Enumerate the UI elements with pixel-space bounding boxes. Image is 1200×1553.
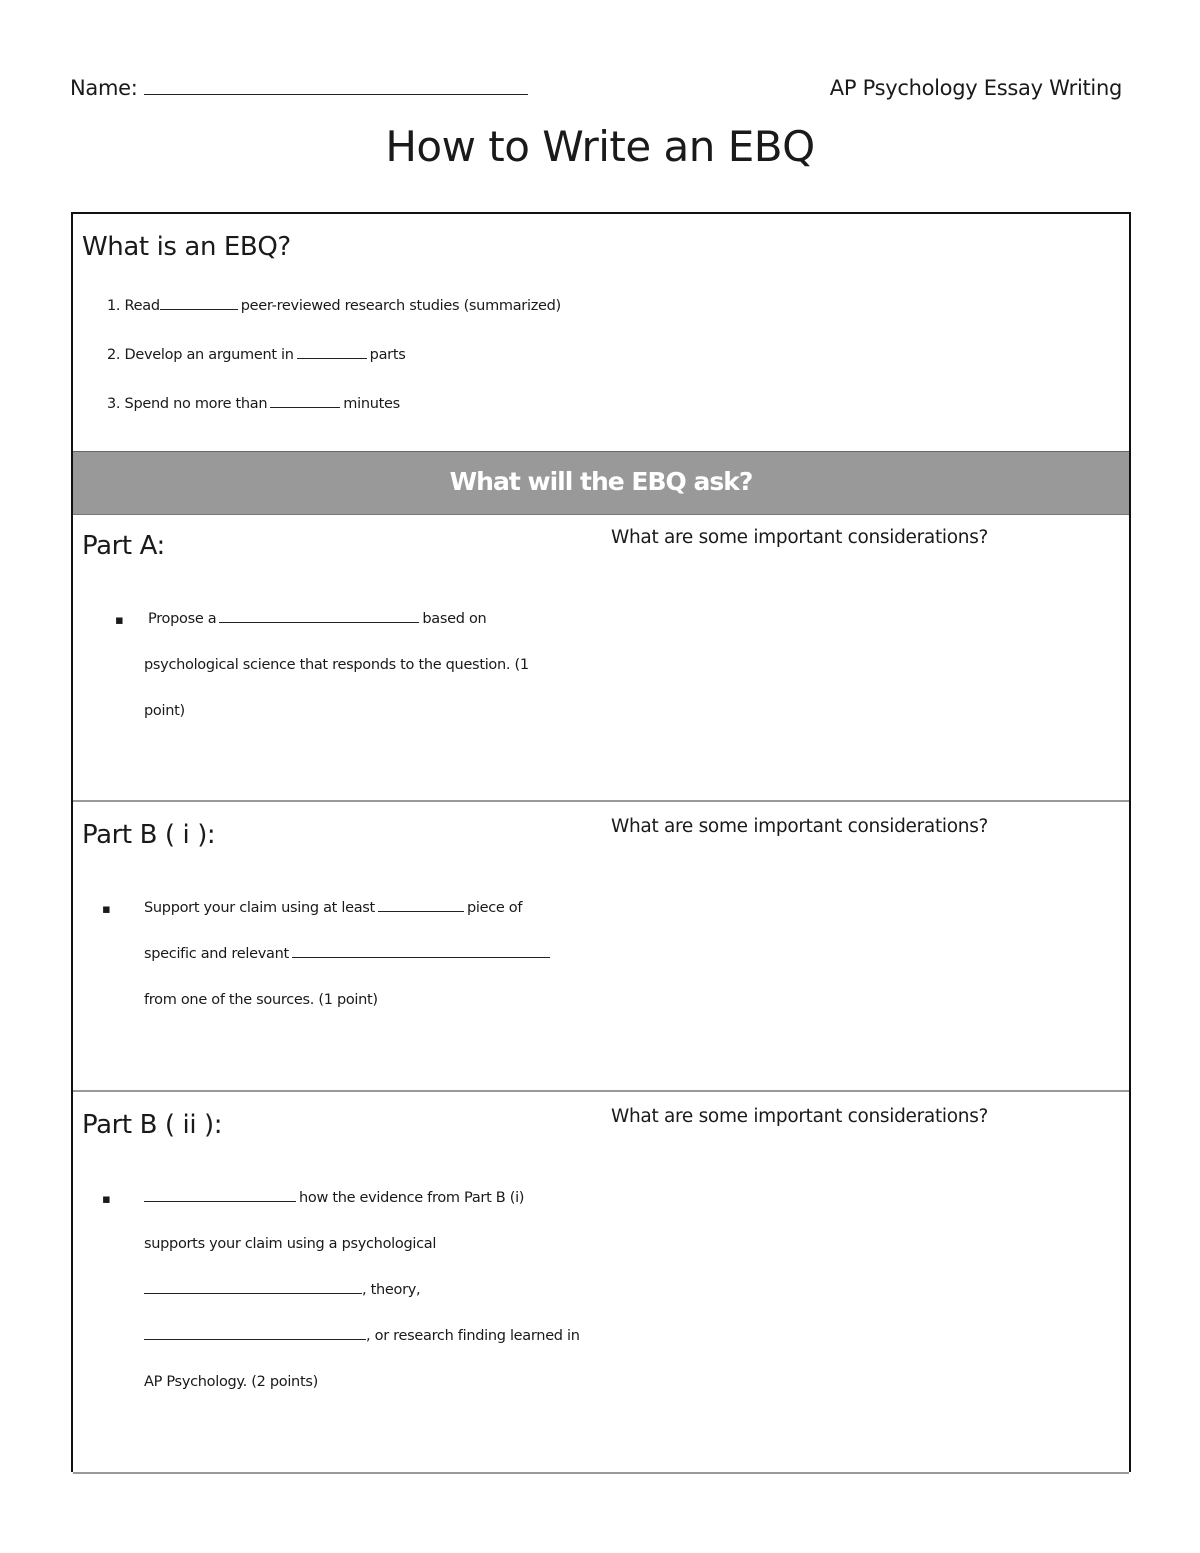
part-bii-line-4 xyxy=(144,1328,580,1344)
intro-item-3-blank[interactable] xyxy=(270,406,340,408)
name-label: Name: xyxy=(70,76,138,100)
banner-text: What will the EBQ ask? xyxy=(449,467,753,496)
bullet-icon: ▪ xyxy=(115,613,124,628)
part-a-line-1-post: based on xyxy=(422,611,487,627)
part-bi-line-1 xyxy=(144,900,522,916)
part-bi-heading: Part B ( i ): xyxy=(82,820,216,850)
intro-item-2 xyxy=(107,347,405,363)
part-bi-line-3: from one of the sources. (1 point) xyxy=(144,992,378,1008)
part-bi-line-2 xyxy=(144,946,550,962)
part-bii-line-5: AP Psychology. (2 points) xyxy=(144,1374,318,1390)
intro-item-3 xyxy=(107,396,400,412)
part-bi-line-1-pre: Support your claim using at least xyxy=(144,900,375,916)
bullet-icon: ▪ xyxy=(102,1192,111,1207)
intro-item-1-blank[interactable] xyxy=(160,308,238,310)
intro-item-3-post: minutes xyxy=(343,396,400,412)
worksheet-frame xyxy=(71,212,1131,1472)
part-bii-heading: Part B ( ii ): xyxy=(82,1110,223,1140)
intro-item-2-blank[interactable] xyxy=(297,357,367,359)
part-bii-concept-blank[interactable] xyxy=(144,1292,362,1294)
part-bii-line-3-post: , theory, xyxy=(362,1282,421,1298)
part-bi-line-1-post: piece of xyxy=(466,900,523,916)
intro-item-3-pre: 3. Spend no more than xyxy=(107,396,268,412)
course-title: AP Psychology Essay Writing xyxy=(829,76,1122,100)
intro-heading: What is an EBQ? xyxy=(82,232,291,262)
intro-section xyxy=(73,214,1129,453)
intro-item-1-pre: 1. Read xyxy=(107,298,160,314)
part-bii-verb-blank[interactable] xyxy=(144,1200,296,1202)
part-a-line-1 xyxy=(148,611,486,627)
part-bii-line-1-post: how the evidence from Part B (i) xyxy=(299,1190,525,1206)
part-bii-line-1 xyxy=(144,1190,524,1206)
part-bi-considerations: What are some important considerations? xyxy=(611,816,989,837)
part-a-section xyxy=(73,513,1129,802)
part-bii-theory-blank[interactable] xyxy=(144,1338,366,1340)
bullet-icon: ▪ xyxy=(102,902,111,917)
name-field-label xyxy=(70,76,528,100)
part-a-line-3: point) xyxy=(144,703,185,719)
part-a-line-1-pre: Propose a xyxy=(148,611,217,627)
intro-item-2-pre: 2. Develop an argument in xyxy=(107,347,294,363)
intro-item-2-post: parts xyxy=(369,347,406,363)
part-bii-section xyxy=(73,1092,1129,1474)
intro-item-1 xyxy=(107,298,561,314)
intro-item-1-post: peer-reviewed research studies (summarized) xyxy=(240,298,561,314)
part-bi-count-blank[interactable] xyxy=(378,910,464,912)
part-bi-section xyxy=(73,802,1129,1092)
part-bii-line-3 xyxy=(144,1282,420,1298)
section-banner xyxy=(73,451,1129,515)
part-bii-considerations: What are some important considerations? xyxy=(611,1106,989,1127)
part-bii-line-2: supports your claim using a psychological xyxy=(144,1236,437,1252)
page-title: How to Write an EBQ xyxy=(385,122,815,171)
part-a-claim-blank[interactable] xyxy=(219,621,419,623)
part-bi-evidence-blank[interactable] xyxy=(292,956,550,958)
part-bii-line-4-post: , or research finding learned in xyxy=(366,1328,580,1344)
part-a-line-2: psychological science that responds to the question. (1 xyxy=(144,657,529,673)
part-a-considerations: What are some important considerations? xyxy=(611,527,989,548)
part-bi-line-2-pre: specific and relevant xyxy=(144,946,289,962)
name-blank[interactable] xyxy=(144,93,528,95)
part-a-heading: Part A: xyxy=(82,531,165,561)
